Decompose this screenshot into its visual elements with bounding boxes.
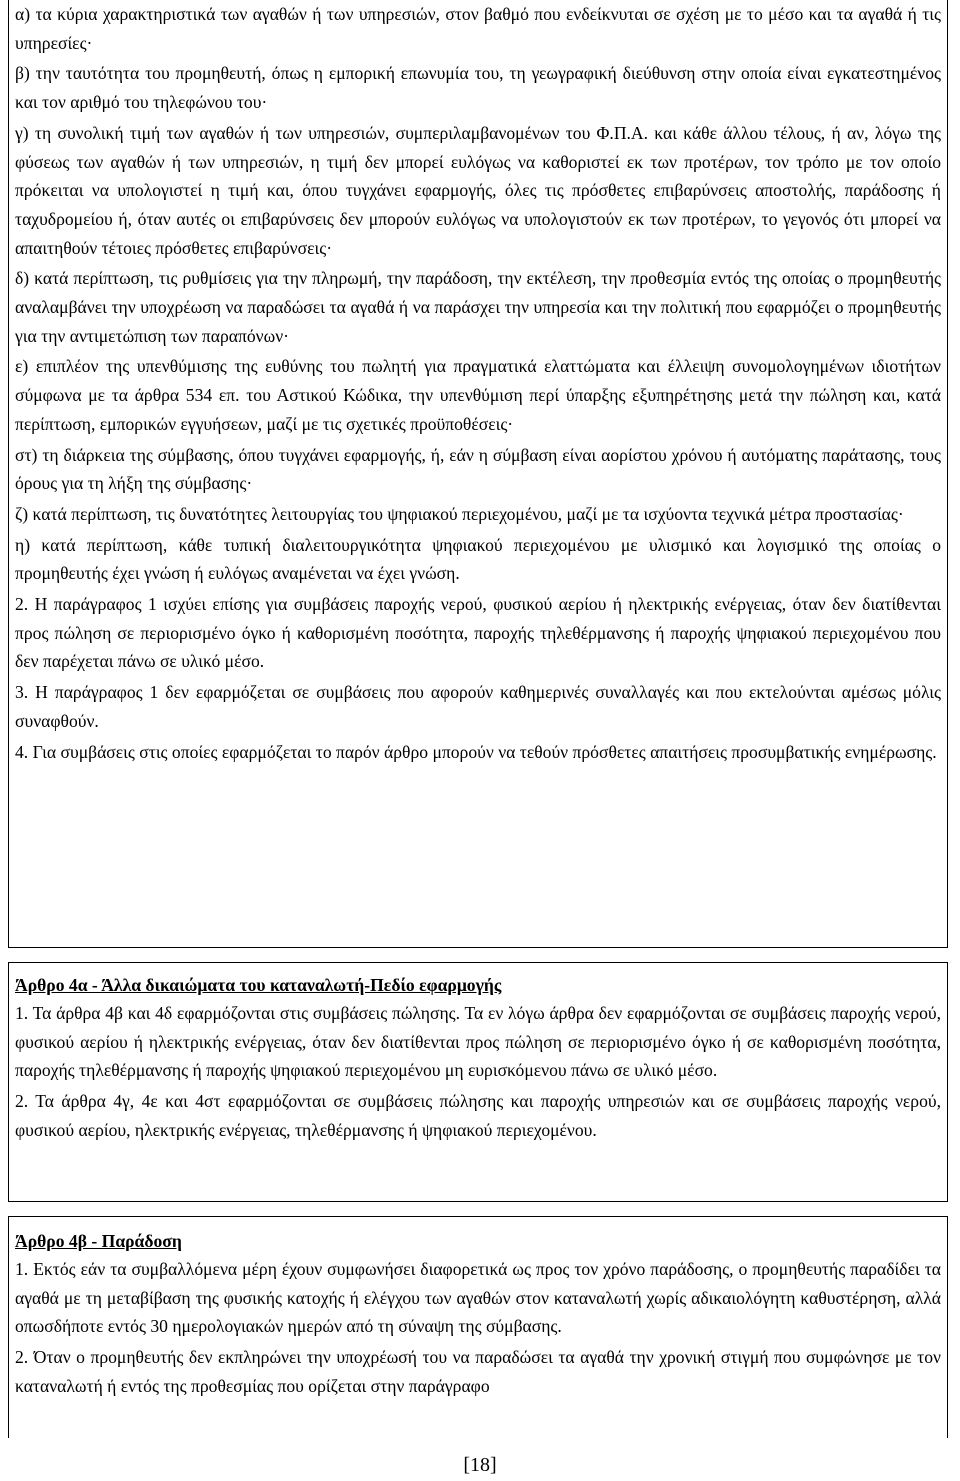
paragraph-2: 2. Η παράγραφος 1 ισχύει επίσης για συμβάσεις παροχής νερού, φυσικού αερίου ή ηλεκτρικής ενέργειας, όταν δεν διατίθενται προς πώληση σε περιορισμένο όγκο ή καθορισμένη ποσότητα, παροχής τηλεθέρμανσης ή παροχής ψηφιακού περιεχομένου που δεν παρέχεται πάνω σε υλικό μέσο. (15, 594, 941, 672)
article-4b-paragraph-2: 2. Όταν ο προμηθευτής δεν εκπληρώνει την υποχρέωσή του να παραδώσει τα αγαθά την χρονική στιγμή που συμφώνησε με τον καταναλωτή ή εντός της προθεσμίας που ορίζεται στην παράγραφο (15, 1347, 941, 1396)
article-4a-paragraph-2: 2. Τα άρθρα 4γ, 4ε και 4στ εφαρμόζονται σε συμβάσεις πώλησης και παροχής υπηρεσιών και σε συμβάσεις παροχής νερού, φυσικού αερίου, ηλεκτρικής ενέργειας, τηλεθέρμανσης ή ψηφιακού περιεχομένου. (15, 1091, 941, 1140)
paragraph-beta: β) την ταυτότητα του προμηθευτή, όπως η εμπορική επωνυμία του, τη γεωγραφική διεύθυνση στην οποία είναι εγκατεστημένος και τον αριθμό του τηλεφώνου του· (15, 63, 941, 113)
article-4b-paragraph-1: 1. Εκτός εάν τα συμβαλλόμενα μέρη έχουν συμφωνήσει διαφορετικά ως προς τον χρόνο παράδοσης, ο προμηθευτής παραδίδει τα αγαθά με τη μεταβίβαση της φυσικής κατοχής ή ελέγχου των αγαθών στον καταναλωτή χωρίς αδικαιολόγητη καθυστέρηση, αλλά οπωσδήποτε εντός 30 ημερολογιακών ημερών από τη σύναψη της σύμβασης. (15, 1259, 941, 1337)
block-article-4-continued (8, 0, 948, 948)
paragraph-epsilon: ε) επιπλέον της υπενθύμισης της ευθύνης του πωλητή για πραγματικά ελαττώματα και έλλειψη συνομολογημένων ιδιοτήτων σύμφωνα με τα άρθρα 534 επ. του Αστικού Κώδικα, την υπενθύμιση περί ύπαρξης εξυπηρέτησης μετά την πώληση και, κατά περίπτωση, εμπορικών εγγυήσεων, μαζί με τις σχετικές προϋποθέσεις· (15, 356, 941, 434)
page-number: [18] (463, 1454, 497, 1476)
paragraph-eta: η) κατά περίπτωση, κάθε τυπική διαλειτουργικότητα ψηφιακού περιεχομένου με υλισμικό και λογισμικό της οποίας ο προμηθευτής έχει γνώση ή ευλόγως αναμένεται να έχει γνώση. (15, 534, 941, 584)
paragraph-gamma: γ) τη συνολική τιμή των αγαθών ή των υπηρεσιών, συμπεριλαμβανομένων του Φ.Π.Α. και κάθε άλλου τέλους, ή αν, λόγω της φύσεως των αγαθών ή των υπηρεσιών, η τιμή δεν μπορεί ευλόγως να καθοριστεί εκ των προτέρων, τον τρόπο με τον οποίο πρόκειται να υπολογιστεί η τιμή και, όπου τυγχάνει εφαρμογής, όλες τις πρόσθετες επιβαρύνσεις αποστολής, παράδοσης ή ταχυδρομείου ή, όταν αυτές οι επιβαρύνσεις δεν μπορούν ευλόγως να υπολογιστούν εκ των προτέρων, το γεγονός ότι μπορεί να απαιτηθούν τέτοιες πρόσθετες επιβαρύνσεις· (15, 122, 941, 258)
paragraph-zeta: ζ) κατά περίπτωση, τις δυνατότητες λειτουργίας του ψηφιακού περιεχομένου, μαζί με τα ισχύοντα τεχνικά μέτρα προστασίας· (15, 503, 904, 524)
paragraph-4: 4. Για συμβάσεις στις οποίες εφαρμόζεται το παρόν άρθρο μπορούν να τεθούν πρόσθετες απαιτήσεις προσυμβατικής ενημέρωσης. (15, 741, 937, 762)
paragraph-alpha: α) τα κύρια χαρακτηριστικά των αγαθών ή των υπηρεσιών, στον βαθμό που ενδείκνυται σε σχέση με το μέσο και τα αγαθά ή τις υπηρεσίες· (15, 4, 941, 53)
article-4a-paragraph-1: 1. Τα άρθρα 4β και 4δ εφαρμόζονται στις συμβάσεις πώλησης. Τα εν λόγω άρθρα δεν εφαρμόζονται σε συμβάσεις παροχής νερού, φυσικού αερίου ή ηλεκτρικής ενέργειας, όταν δεν διατίθενται προς πώληση σε περιορισμένο όγκο ή σε καθορισμένη ποσότητα, παροχής τηλεθέρμανσης ή παροχής ψηφιακού περιεχομένου μη ευρισκόμενου πάνω σε υλικό μέσο. (15, 1003, 941, 1081)
paragraph-3: 3. Η παράγραφος 1 δεν εφαρμόζεται σε συμβάσεις που αφορούν καθημερινές συναλλαγές και που εκτελούνται αμέσως μόλις συναφθούν. (15, 682, 941, 731)
block-article-4a (8, 962, 948, 1202)
article-4a-heading: Άρθρο 4α - Άλλα δικαιώματα του καταναλωτή-Πεδίο εφαρμογής (15, 975, 502, 995)
article-4b-heading: Άρθρο 4β - Παράδοση (15, 1231, 182, 1251)
paragraph-st: στ) τη διάρκεια της σύμβασης, όπου τυγχάνει εφαρμογής, ή, εάν η σύμβαση είναι αορίστου χρόνου ή αυτόματης παράτασης, τους όρους για τη λήξη της σύμβασης· (15, 444, 941, 494)
block-article-4b (8, 1216, 948, 1438)
paragraph-delta: δ) κατά περίπτωση, τις ρυθμίσεις για την πληρωμή, την παράδοση, την εκτέλεση, την προθεσμία εντός της οποίας ο προμηθευτής αναλαμβάνει την υποχρέωση να παραδώσει τα αγαθά ή να παράσχει την υπηρεσία και την πολιτική που εφαρμόζει ο προμηθευτής για την αντιμετώπιση των παραπόνων· (15, 268, 941, 346)
